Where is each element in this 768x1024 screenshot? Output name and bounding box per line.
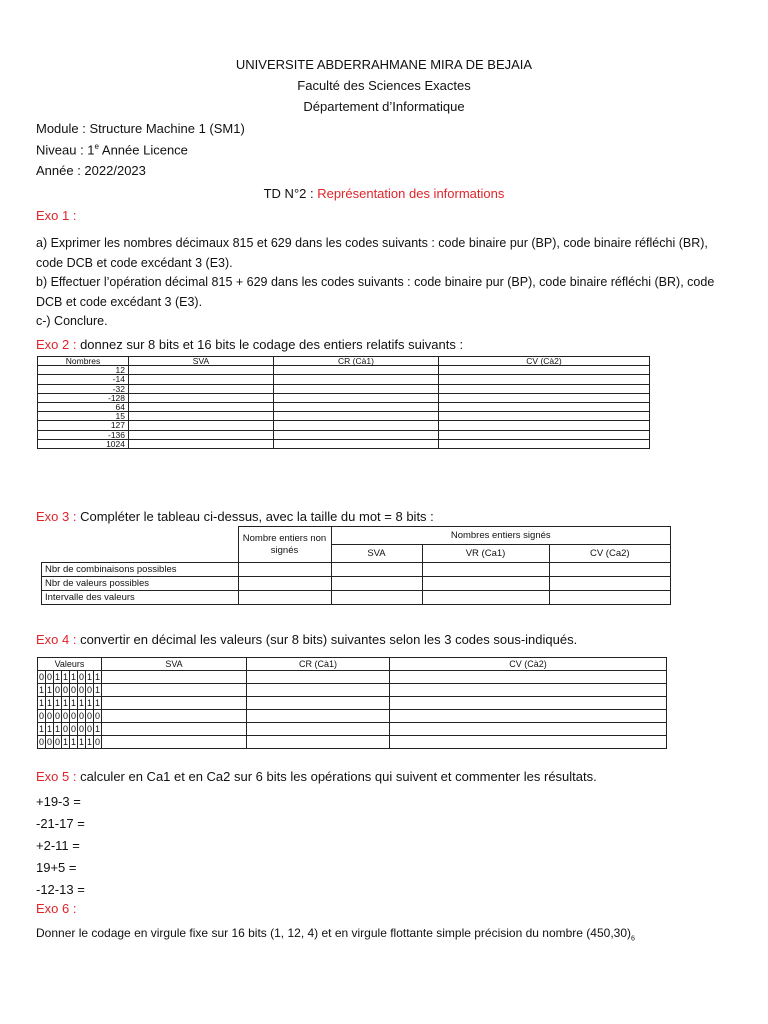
table-header-row xyxy=(38,357,650,366)
exo6-title: Exo 6 : xyxy=(36,901,77,916)
table-row: -14 xyxy=(38,375,650,384)
table-row: 12 xyxy=(38,366,650,375)
col-cr: CR (Cà1) xyxy=(247,658,390,671)
col-vr: VR (Ca1) xyxy=(422,545,549,563)
td-title: TD N°2 : Représentation des informations xyxy=(263,186,505,201)
exo5-op: +2-11 = xyxy=(36,838,80,853)
exo5-op: -12-13 = xyxy=(36,882,85,897)
col-cv: CV (Cà2) xyxy=(390,658,667,671)
col-signed: Nombres entiers signés xyxy=(331,527,671,545)
department-name: Département d’Informatique xyxy=(303,99,465,114)
exo2-heading: Exo 2 : donnez sur 8 bits et 16 bits le codage des entiers relatifs suivants : xyxy=(36,337,464,352)
exo1-b: b) Effectuer l’opération décimal 815 + 629 dans les codes suivants : code binaire pur (BP), code binaire réfléchi (BR), code DCB et code excédant 3 (E3). xyxy=(36,275,715,309)
col-nombres: Nombres xyxy=(38,357,129,366)
table-row: 1024 xyxy=(38,439,650,448)
table-row: Nbr de combinaisons possibles xyxy=(42,563,671,577)
table-row: 64 xyxy=(38,403,650,412)
exo4-table xyxy=(37,657,667,749)
table-row: -32 xyxy=(38,384,650,393)
col-cv: CV (Cà2) xyxy=(439,357,650,366)
exo5-op: -21-17 = xyxy=(36,816,85,831)
col-sva: SVA xyxy=(102,658,247,671)
exo3-table xyxy=(41,526,671,605)
col-sva: SVA xyxy=(331,545,422,563)
col-cr: CR (Cà1) xyxy=(274,357,439,366)
col-unsigned: Nombre entiers non signés xyxy=(238,527,331,563)
exo4-heading: Exo 4 : convertir en décimal les valeurs (sur 8 bits) suivantes selon les 3 codes sous-indiqués. xyxy=(36,632,578,647)
exo5-op: 19+5 = xyxy=(36,860,77,875)
table-row: -128 xyxy=(38,393,650,402)
table-row: Nbr de valeurs possibles xyxy=(42,577,671,591)
annee-line: Année : 2022/2023 xyxy=(36,163,146,178)
exo5-op: +19-3 = xyxy=(36,794,81,809)
table-row: 1 1 0 0 0 0 0 1 xyxy=(38,684,667,697)
exo1-a: a) Exprimer les nombres décimaux 815 et 629 dans les codes suivants : code binaire pur (BP), code binaire réfléchi (BR), code DCB et code excédant 3 (E3). xyxy=(36,236,708,270)
exo2-table xyxy=(37,356,650,449)
exo5-heading: Exo 5 : calculer en Ca1 et en Ca2 sur 6 bits les opérations qui suivent et commenter les résultats. xyxy=(36,769,597,784)
exo1-title: Exo 1 : xyxy=(36,208,77,223)
col-sva: SVA xyxy=(129,357,274,366)
exo1-c: c-) Conclure. xyxy=(36,314,108,328)
table-row: 0 0 0 1 1 1 1 0 xyxy=(38,736,667,749)
niveau-line: Niveau : 1e Année Licence xyxy=(36,142,188,158)
col-valeurs: Valeurs xyxy=(38,658,102,671)
exo3-heading: Exo 3 : Compléter le tableau ci-dessus, avec la taille du mot = 8 bits : xyxy=(36,509,434,524)
exo6-text: Donner le codage en virgule fixe sur 16 bits (1, 12, 4) et en virgule flottante simple précision du nombre $(450,30)_6$ xyxy=(36,926,635,943)
table-header-row xyxy=(38,658,667,671)
table-row: 15 xyxy=(38,412,650,421)
table-row: 0 0 1 1 1 0 1 1 xyxy=(38,671,667,684)
table-row: -136 xyxy=(38,430,650,439)
table-row: 0 0 0 0 0 0 0 0 xyxy=(38,710,667,723)
university-name: UNIVERSITE ABDERRAHMANE MIRA DE BEJAIA xyxy=(235,57,533,72)
table-row: 1 1 1 0 0 0 0 1 xyxy=(38,723,667,736)
table-row: 127 xyxy=(38,421,650,430)
col-cv: CV (Ca2) xyxy=(549,545,671,563)
table-header-row xyxy=(42,527,671,545)
table-row: Intervalle des valeurs xyxy=(42,591,671,605)
table-row: 1 1 1 1 1 1 1 1 xyxy=(38,697,667,710)
faculty-name: Faculté des Sciences Exactes xyxy=(297,78,471,93)
module-line: Module : Structure Machine 1 (SM1) xyxy=(36,121,245,136)
